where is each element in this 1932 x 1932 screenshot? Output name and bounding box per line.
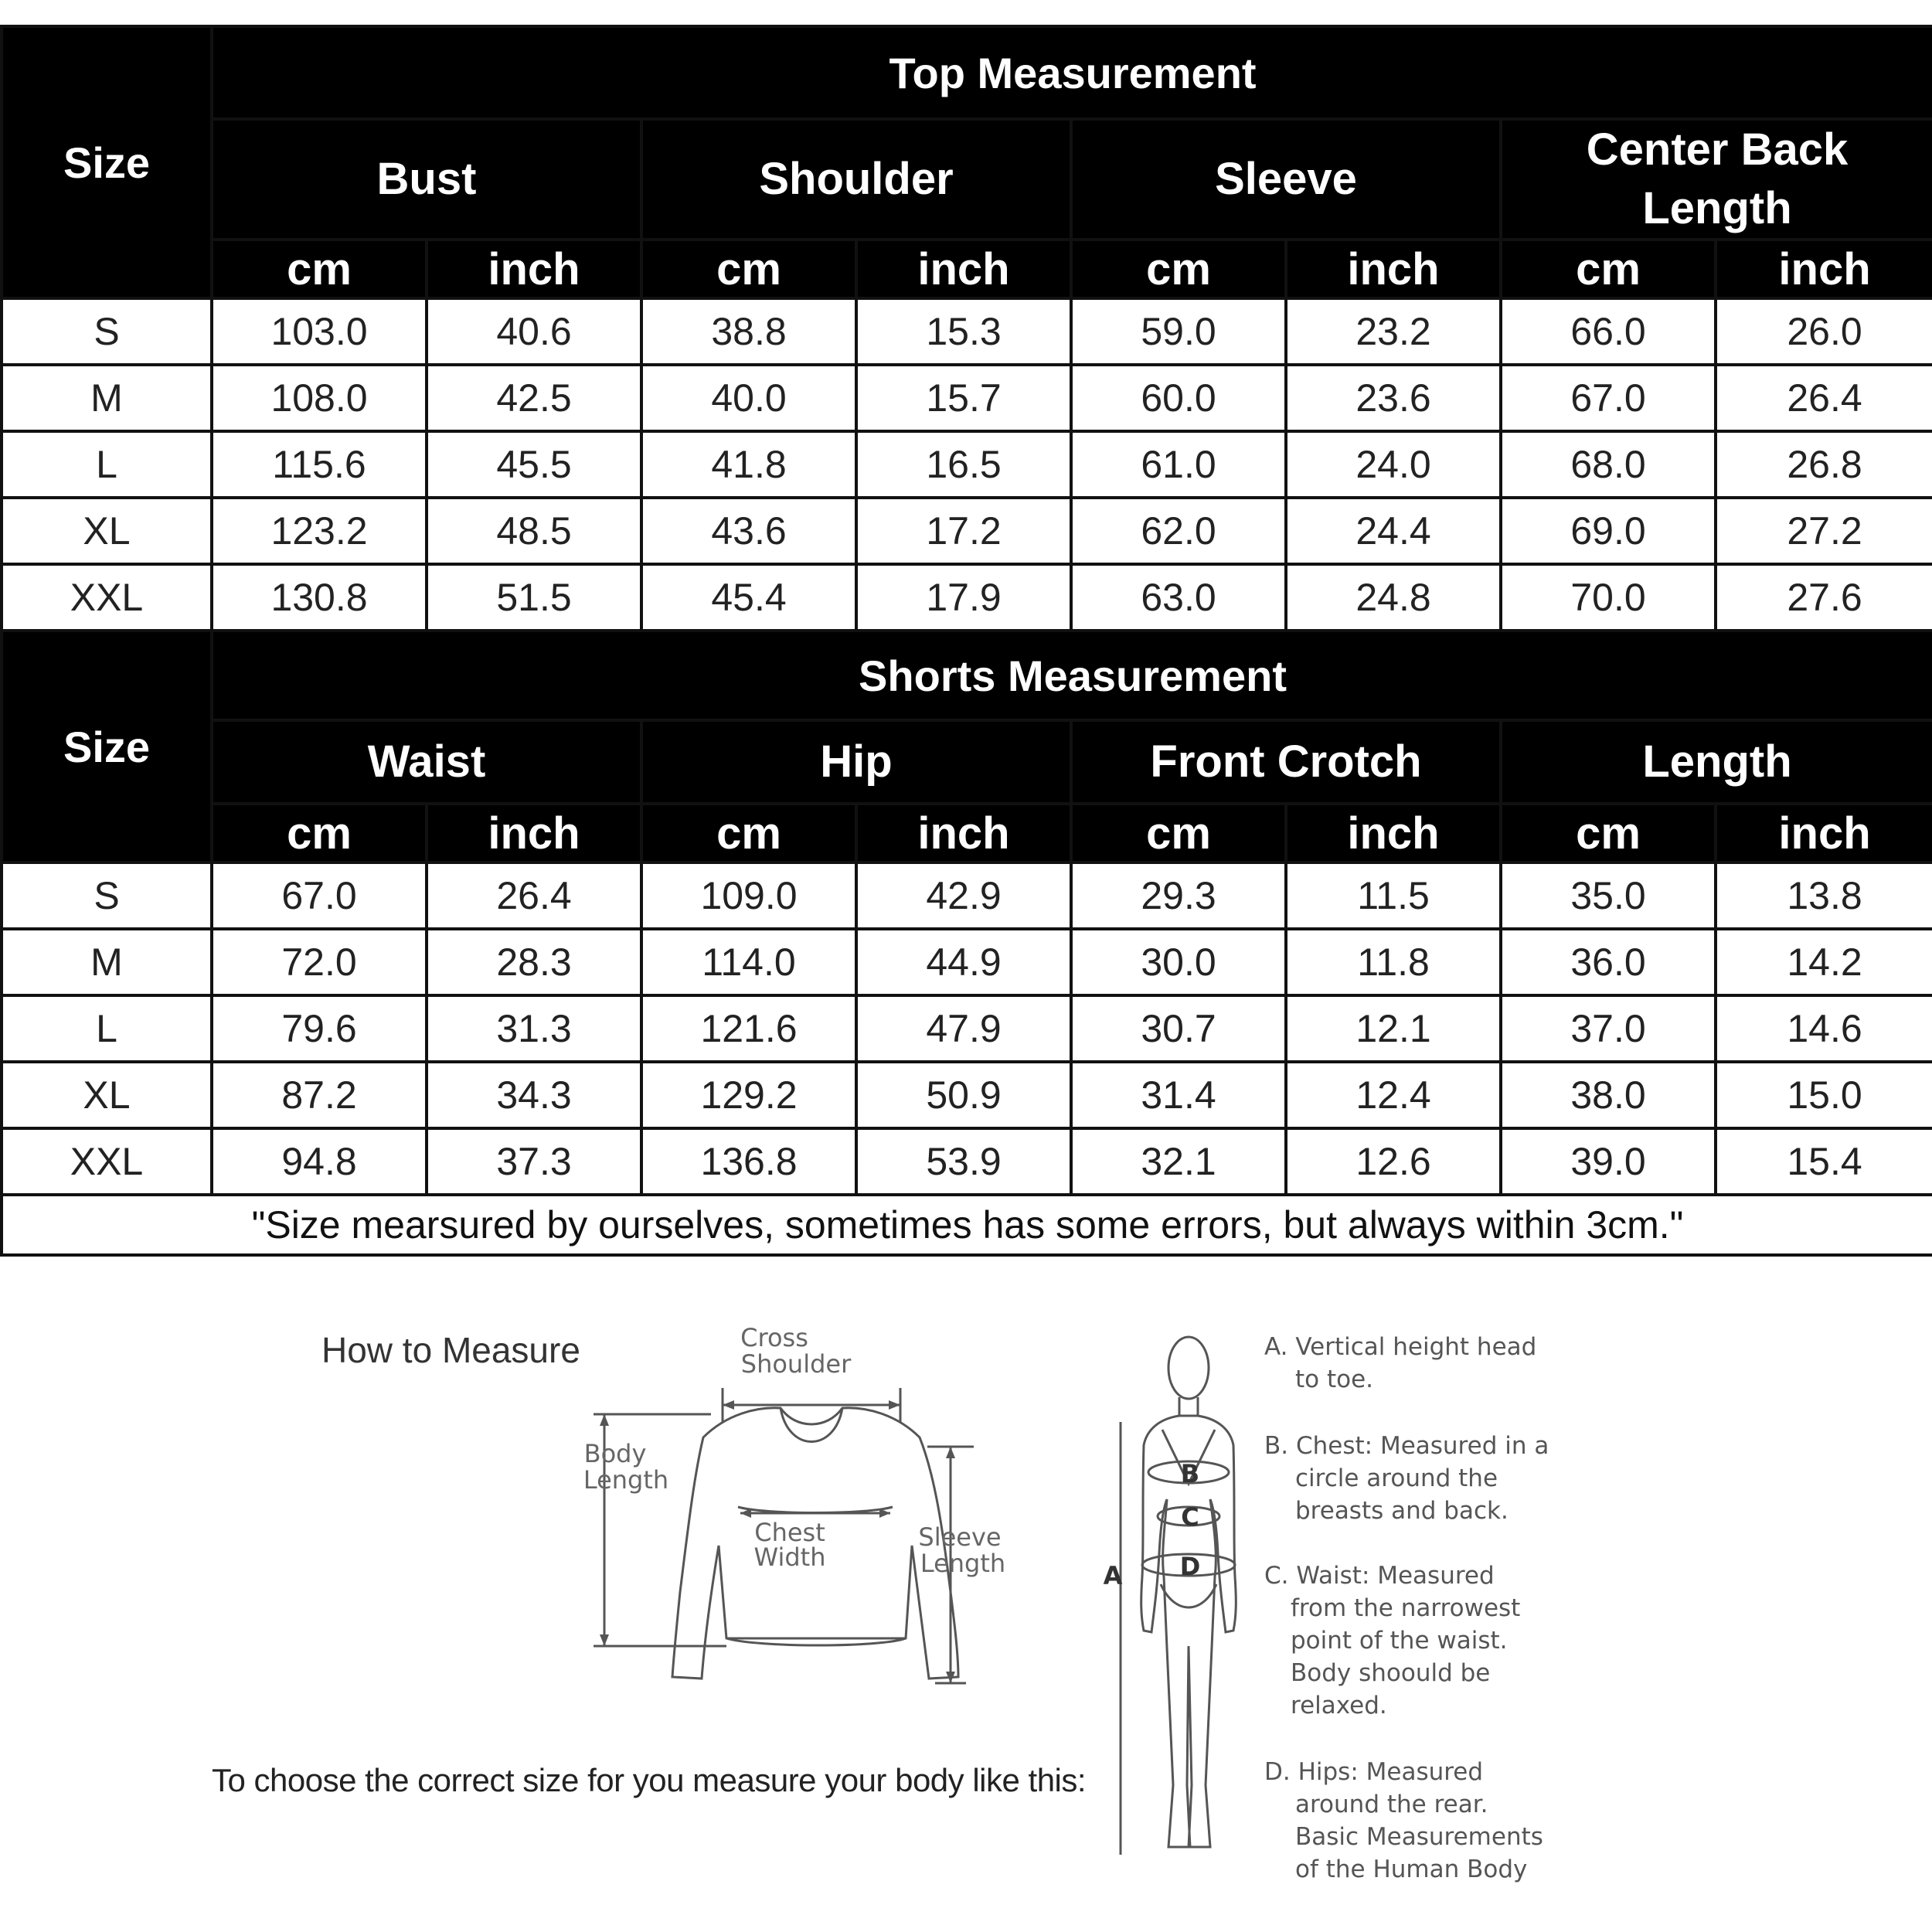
note-c <box>1264 1560 1604 1722</box>
group-header: Hip <box>641 720 1071 804</box>
unit-header: cm <box>1071 240 1286 298</box>
table-cell: 59.0 <box>1071 298 1286 365</box>
table-row <box>2 929 1932 995</box>
table-cell: 35.0 <box>1501 862 1716 929</box>
table-cell: 31.3 <box>427 995 641 1062</box>
table-cell: 37.3 <box>427 1128 641 1195</box>
size-cell: XL <box>2 498 212 564</box>
marker-b: B <box>1180 1459 1200 1488</box>
body-length-label-line2: Length <box>583 1465 669 1495</box>
table-cell: 24.0 <box>1286 431 1501 498</box>
table-cell: 27.6 <box>1716 564 1932 631</box>
unit-header: inch <box>1716 804 1932 862</box>
measure-instruction: To choose the correct size for you measure your body like this: <box>212 1762 1087 1798</box>
unit-header: inch <box>856 804 1071 862</box>
cross-shoulder-label-line1: Cross <box>740 1323 808 1352</box>
table-cell: 121.6 <box>641 995 856 1062</box>
table-cell: 15.0 <box>1716 1062 1932 1128</box>
note-c-line: from the narrowest <box>1291 1594 1521 1622</box>
unit-header: inch <box>427 240 641 298</box>
size-cell: S <box>2 862 212 929</box>
table-cell: 36.0 <box>1501 929 1716 995</box>
group-header: Front Crotch <box>1071 720 1501 804</box>
table-cell: 17.9 <box>856 564 1071 631</box>
table-cell: 108.0 <box>212 365 427 431</box>
unit-header: cm <box>641 804 856 862</box>
table-cell: 67.0 <box>1501 365 1716 431</box>
size-cell: S <box>2 298 212 365</box>
table-cell: 26.4 <box>1716 365 1932 431</box>
group-header: Shoulder <box>641 119 1071 240</box>
chest-width-label-line1: Chest <box>754 1518 825 1547</box>
table-cell: 24.4 <box>1286 498 1501 564</box>
body-length-label-line1: Body <box>583 1439 647 1468</box>
table-cell: 44.9 <box>856 929 1071 995</box>
note-c-line: point of the waist. <box>1291 1627 1508 1655</box>
table-cell: 12.6 <box>1286 1128 1501 1195</box>
table-cell: 48.5 <box>427 498 641 564</box>
table-cell: 70.0 <box>1501 564 1716 631</box>
table-cell: 15.3 <box>856 298 1071 365</box>
table-cell: 13.8 <box>1716 862 1932 929</box>
unit-header: inch <box>1716 240 1932 298</box>
table-cell: 62.0 <box>1071 498 1286 564</box>
table-cell: 94.8 <box>212 1128 427 1195</box>
note-c-line: Body shoould be <box>1291 1659 1491 1687</box>
table-cell: 72.0 <box>212 929 427 995</box>
table-cell: 28.3 <box>427 929 641 995</box>
body-diagram <box>1097 1321 1252 1862</box>
marker-d: D <box>1179 1552 1201 1581</box>
table-cell: 63.0 <box>1071 564 1286 631</box>
table-cell: 129.2 <box>641 1062 856 1128</box>
table-cell: 12.1 <box>1286 995 1501 1062</box>
table-cell: 136.8 <box>641 1128 856 1195</box>
table-cell: 32.1 <box>1071 1128 1286 1195</box>
table-row <box>2 365 1932 431</box>
table-cell: 31.4 <box>1071 1062 1286 1128</box>
table-cell: 29.3 <box>1071 862 1286 929</box>
table-cell: 103.0 <box>212 298 427 365</box>
unit-header: inch <box>1286 804 1501 862</box>
table-cell: 115.6 <box>212 431 427 498</box>
note-d-line: Basic Measurements <box>1295 1823 1543 1851</box>
table-cell: 68.0 <box>1501 431 1716 498</box>
note-d-line: D. Hips: Measured <box>1264 1758 1484 1786</box>
note-d-line: around the rear. <box>1295 1791 1488 1818</box>
table-cell: 26.0 <box>1716 298 1932 365</box>
table-cell: 69.0 <box>1501 498 1716 564</box>
chest-width-label-line2: Width <box>753 1543 826 1572</box>
sleeve-length-label-line1: Sleeve <box>918 1522 1002 1552</box>
table-cell: 45.4 <box>641 564 856 631</box>
note-a-line: to toe. <box>1295 1366 1374 1393</box>
table-cell: 67.0 <box>212 862 427 929</box>
table-cell: 41.8 <box>641 431 856 498</box>
table-cell: 24.8 <box>1286 564 1501 631</box>
size-cell: M <box>2 929 212 995</box>
marker-a: A <box>1103 1561 1123 1590</box>
table-row <box>2 862 1932 929</box>
table-row <box>2 995 1932 1062</box>
group-header: Waist <box>212 720 641 804</box>
unit-header: cm <box>212 240 427 298</box>
table-cell: 43.6 <box>641 498 856 564</box>
size-cell: XL <box>2 1062 212 1128</box>
group-header: Center Back Length <box>1501 119 1932 240</box>
section-title: Top Measurement <box>212 26 1932 119</box>
table-cell: 130.8 <box>212 564 427 631</box>
table-cell: 79.6 <box>212 995 427 1062</box>
table-cell: 15.4 <box>1716 1128 1932 1195</box>
table-cell: 40.0 <box>641 365 856 431</box>
group-header: Bust <box>212 119 641 240</box>
table-cell: 60.0 <box>1071 365 1286 431</box>
size-cell: XXL <box>2 564 212 631</box>
unit-header: cm <box>641 240 856 298</box>
note-c-line: C. Waist: Measured <box>1264 1562 1495 1590</box>
table-cell: 30.0 <box>1071 929 1286 995</box>
table-cell: 38.0 <box>1501 1062 1716 1128</box>
table-row <box>2 1128 1932 1195</box>
table-cell: 27.2 <box>1716 498 1932 564</box>
cross-shoulder-label-line2: Shoulder <box>740 1349 852 1379</box>
table-cell: 16.5 <box>856 431 1071 498</box>
table-cell: 123.2 <box>212 498 427 564</box>
note-b-line: circle around the <box>1295 1464 1498 1492</box>
table-cell: 14.2 <box>1716 929 1932 995</box>
table-cell: 50.9 <box>856 1062 1071 1128</box>
head-outline <box>1168 1337 1209 1399</box>
table-cell: 42.9 <box>856 862 1071 929</box>
table-row <box>2 498 1932 564</box>
note-b <box>1264 1430 1604 1527</box>
size-cell: XXL <box>2 1128 212 1195</box>
group-header: Sleeve <box>1071 119 1501 240</box>
table-row <box>2 564 1932 631</box>
unit-header: cm <box>1071 804 1286 862</box>
how-to-measure-heading: How to Measure <box>321 1330 580 1370</box>
note-a <box>1264 1331 1604 1396</box>
table-cell: 42.5 <box>427 365 641 431</box>
table-cell: 87.2 <box>212 1062 427 1128</box>
table-cell: 15.7 <box>856 365 1071 431</box>
section-title: Shorts Measurement <box>212 631 1932 720</box>
size-cell: L <box>2 431 212 498</box>
table-cell: 11.5 <box>1286 862 1501 929</box>
table-cell: 51.5 <box>427 564 641 631</box>
table-cell: 47.9 <box>856 995 1071 1062</box>
table-cell: 40.6 <box>427 298 641 365</box>
table-cell: 26.4 <box>427 862 641 929</box>
table-cell: 66.0 <box>1501 298 1716 365</box>
table-cell: 23.2 <box>1286 298 1501 365</box>
table-cell: 109.0 <box>641 862 856 929</box>
table-cell: 45.5 <box>427 431 641 498</box>
table-row <box>2 431 1932 498</box>
note-d <box>1264 1756 1604 1886</box>
size-header: Size <box>2 26 212 298</box>
table-cell: 114.0 <box>641 929 856 995</box>
table-cell: 37.0 <box>1501 995 1716 1062</box>
unit-header: cm <box>1501 804 1716 862</box>
table-cell: 61.0 <box>1071 431 1286 498</box>
table-cell: 30.7 <box>1071 995 1286 1062</box>
table-row <box>2 298 1932 365</box>
size-header: Size <box>2 631 212 862</box>
unit-header: cm <box>212 804 427 862</box>
table-cell: 12.4 <box>1286 1062 1501 1128</box>
size-cell: M <box>2 365 212 431</box>
unit-header: inch <box>427 804 641 862</box>
unit-header: inch <box>1286 240 1501 298</box>
unit-header: inch <box>856 240 1071 298</box>
note-c-line: relaxed. <box>1291 1692 1387 1719</box>
note-a-line: A. Vertical height head <box>1264 1333 1537 1361</box>
table-cell: 38.8 <box>641 298 856 365</box>
table-row <box>2 1062 1932 1128</box>
table-cell: 23.6 <box>1286 365 1501 431</box>
table-cell: 39.0 <box>1501 1128 1716 1195</box>
group-header: Length <box>1501 720 1932 804</box>
garment-diagram <box>572 1314 1051 1700</box>
marker-c: C <box>1181 1502 1199 1532</box>
note-d-line: of the Human Body <box>1295 1855 1528 1883</box>
table-cell: 34.3 <box>427 1062 641 1128</box>
table-cell: 53.9 <box>856 1128 1071 1195</box>
note-b-line: breasts and back. <box>1295 1497 1509 1525</box>
size-cell: L <box>2 995 212 1062</box>
table-cell: 11.8 <box>1286 929 1501 995</box>
size-chart-table <box>0 25 1932 1257</box>
sleeve-length-label-line2: Length <box>920 1549 1006 1578</box>
measurement-note: "Size mearsured by ourselves, sometimes has some errors, but always within 3cm." <box>2 1195 1932 1255</box>
table-cell: 26.8 <box>1716 431 1932 498</box>
unit-header: cm <box>1501 240 1716 298</box>
table-cell: 17.2 <box>856 498 1071 564</box>
note-b-line: B. Chest: Measured in a <box>1264 1432 1549 1460</box>
table-cell: 14.6 <box>1716 995 1932 1062</box>
